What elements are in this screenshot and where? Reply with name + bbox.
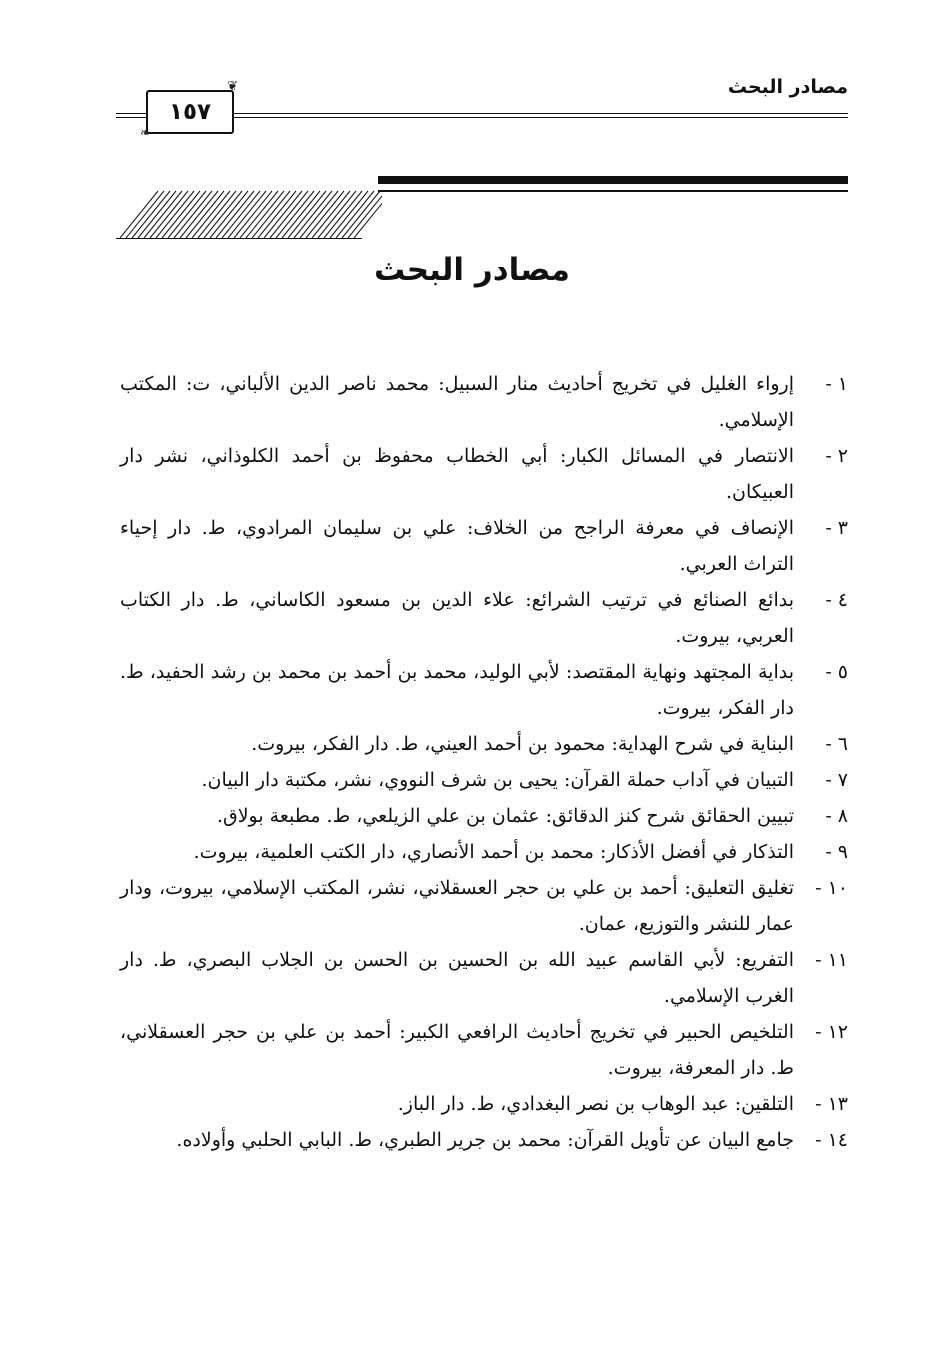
entry-text: إرواء الغليل في تخريج أحاديث منار السبيل: محمد ناصر الدين الألباني، ت: المكتب الإسلامي. bbox=[120, 373, 794, 431]
entry-number: ٣ - bbox=[825, 517, 848, 539]
page-number-box bbox=[140, 79, 238, 141]
floral-ornament-icon: ❧ bbox=[140, 126, 151, 141]
hatch-line bbox=[144, 191, 182, 238]
entry-text: تغليق التعليق: أحمد بن علي بن حجر العسقلاني، نشر، المكتب الإسلامي، بيروت، ودار عمار للنشر والتوزيع، عمان. bbox=[120, 877, 794, 935]
title-ornament-hatching bbox=[116, 190, 382, 240]
entry-text: التذكار في أفضل الأذكار: محمد بن أحمد الأنصاري، دار الكتب العلمية، بيروت. bbox=[193, 841, 794, 863]
hatch-line bbox=[252, 191, 290, 238]
entry-number: ١ - bbox=[825, 373, 848, 395]
hatch-line bbox=[174, 191, 212, 238]
entry-number: ١٠ - bbox=[815, 877, 848, 899]
hatch-line bbox=[180, 191, 218, 238]
reference-entry bbox=[120, 1122, 848, 1158]
entry-text: بدائع الصنائع في ترتيب الشرائع: علاء الدين بن مسعود الكاساني، ط. دار الكتاب العربي، بيروت. bbox=[120, 589, 794, 647]
title-ornament-thick-bar bbox=[378, 176, 848, 184]
hatch-line bbox=[222, 191, 260, 238]
reference-entry bbox=[120, 1086, 848, 1122]
hatch-line bbox=[288, 191, 326, 238]
reference-entry bbox=[120, 366, 848, 438]
hatch-line bbox=[156, 191, 194, 238]
hatch-line bbox=[186, 191, 224, 238]
hatch-line bbox=[198, 191, 236, 238]
hatch-line bbox=[282, 191, 320, 238]
title-ornament-thin-bar bbox=[378, 190, 848, 192]
hatch-line bbox=[240, 191, 278, 238]
entry-text: التلقين: عبد الوهاب بن نصر البغدادي، ط. دار الباز. bbox=[397, 1093, 794, 1115]
page-number: ١٥٧ bbox=[168, 99, 212, 125]
entry-number: ٨ - bbox=[825, 805, 848, 827]
reference-entry bbox=[120, 834, 848, 870]
hatch-line bbox=[324, 191, 362, 238]
entry-text: بداية المجتهد ونهاية المقتصد: لأبي الوليد، محمد بن أحمد بن محمد بن رشد الحفيد، ط. دار الفكر، بيروت. bbox=[120, 661, 794, 719]
hatch-line bbox=[294, 191, 332, 238]
entry-number: ١٤ - bbox=[815, 1129, 848, 1151]
hatch-line bbox=[150, 191, 188, 238]
entry-number: ٤ - bbox=[825, 589, 848, 611]
entry-number: ٢ - bbox=[825, 445, 848, 467]
hatch-line bbox=[138, 191, 176, 238]
hatch-line bbox=[264, 191, 302, 238]
page-title: مصادر البحث bbox=[373, 252, 570, 288]
hatch-line bbox=[120, 191, 158, 238]
hatch-line bbox=[162, 191, 200, 238]
hatch-line bbox=[216, 191, 254, 238]
running-title: مصادر البحث bbox=[727, 76, 848, 98]
hatch-line bbox=[300, 191, 338, 238]
reference-entry bbox=[120, 582, 848, 654]
entry-text: الانتصار في المسائل الكبار: أبي الخطاب محفوظ بن أحمد الكلوذاني، نشر دار العبيكان. bbox=[120, 445, 794, 503]
floral-ornament-icon: ❦ bbox=[227, 79, 238, 94]
reference-entry bbox=[120, 870, 848, 942]
entry-number: ١٢ - bbox=[815, 1021, 848, 1043]
hatch-line bbox=[312, 191, 350, 238]
hatch-line bbox=[318, 191, 356, 238]
entry-text: التبيان في آداب حملة القرآن: يحيى بن شرف النووي، نشر، مكتبة دار البيان. bbox=[201, 769, 794, 791]
entry-text: التلخيص الحبير في تخريج أحاديث الرافعي الكبير: أحمد بن علي بن حجر العسقلاني، ط. دار المعرفة، بيروت. bbox=[120, 1021, 794, 1079]
entry-number: ٧ - bbox=[825, 769, 848, 791]
reference-entry bbox=[120, 942, 848, 1014]
hatch-line bbox=[132, 191, 170, 238]
hatch-line bbox=[204, 191, 242, 238]
hatch-line bbox=[336, 191, 374, 238]
hatch-line bbox=[330, 191, 368, 238]
entry-number: ١١ - bbox=[815, 949, 848, 971]
entry-text: جامع البيان عن تأويل القرآن: محمد بن جرير الطبري، ط. البابي الحلبي وأولاده. bbox=[176, 1129, 794, 1151]
hatch-line bbox=[276, 191, 314, 238]
hatch-line bbox=[234, 191, 272, 238]
reference-list bbox=[120, 366, 848, 1158]
hatch-line bbox=[210, 191, 248, 238]
entry-text: تبيين الحقائق شرح كنز الدقائق: عثمان بن علي الزيلعي، ط. مطبعة بولاق. bbox=[216, 805, 794, 827]
entry-number: ٩ - bbox=[825, 841, 848, 863]
hatch-line bbox=[270, 191, 308, 238]
hatch-line bbox=[168, 191, 206, 238]
hatch-line bbox=[192, 191, 230, 238]
entry-text: التفريع: لأبي القاسم عبيد الله بن الحسين بن الحسن بن الجلاب البصري، ط. دار الغرب الإسلامي. bbox=[120, 949, 794, 1007]
hatch-line bbox=[228, 191, 266, 238]
entry-number: ٦ - bbox=[825, 733, 848, 755]
hatch-line bbox=[246, 191, 284, 238]
entry-number: ٥ - bbox=[825, 661, 848, 683]
entry-text: البناية في شرح الهداية: محمود بن أحمد العيني، ط. دار الفكر، بيروت. bbox=[251, 733, 794, 755]
hatch-line bbox=[258, 191, 296, 238]
reference-entry bbox=[120, 510, 848, 582]
entry-number: ١٣ - bbox=[815, 1093, 848, 1115]
reference-entry bbox=[120, 654, 848, 726]
reference-entry bbox=[120, 438, 848, 510]
reference-entry bbox=[120, 726, 848, 762]
hatch-line bbox=[342, 191, 380, 238]
hatch-line bbox=[126, 191, 164, 238]
reference-entry bbox=[120, 762, 848, 798]
entry-text: الإنصاف في معرفة الراجح من الخلاف: علي بن سليمان المرادوي، ط. دار إحياء التراث العربي. bbox=[120, 517, 794, 575]
reference-entry bbox=[120, 798, 848, 834]
reference-entry bbox=[120, 1014, 848, 1086]
hatch-line bbox=[348, 191, 382, 238]
hatch-line bbox=[306, 191, 344, 238]
